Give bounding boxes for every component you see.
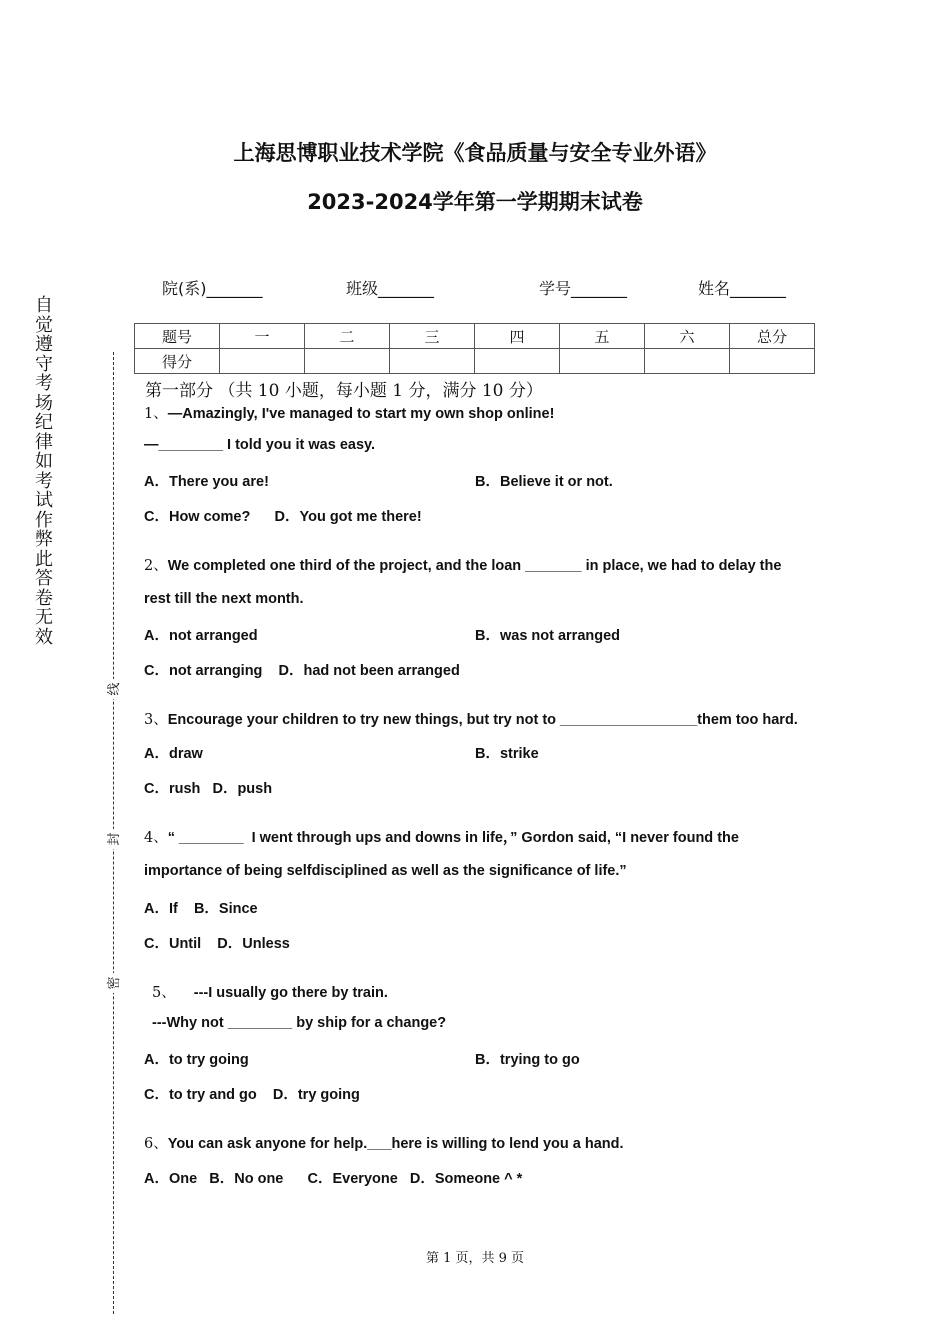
question-3-option-a: A．draw bbox=[144, 746, 203, 762]
table-cell bbox=[645, 349, 730, 374]
table-cell bbox=[305, 349, 390, 374]
question-number: 5、 bbox=[152, 985, 176, 1001]
exam-title-line2: 2023-2024学年第一学期期末试卷 bbox=[307, 190, 643, 214]
question-number: 2、 bbox=[144, 558, 168, 574]
table-cell: 总分 bbox=[730, 324, 815, 349]
margin-line-char: 线 bbox=[103, 679, 125, 699]
question-3-stem bbox=[144, 708, 798, 729]
department-field: 院(系)_______ bbox=[162, 279, 263, 298]
exam-title-line1: 上海思博职业技术学院《食品质量与安全专业外语》 bbox=[233, 141, 717, 165]
margin-seal-char: 封 bbox=[103, 829, 125, 849]
question-1-stem bbox=[144, 402, 554, 423]
table-cell: 四 bbox=[475, 324, 560, 349]
class-field: 班级_______ bbox=[346, 279, 435, 298]
question-4-option-ab: A．If B．Since bbox=[144, 901, 258, 917]
table-cell: 一 bbox=[220, 324, 305, 349]
question-1-option-cd: C．How come? D．You got me there! bbox=[144, 509, 422, 525]
question-5-option-cd: C．to try and go D．try going bbox=[144, 1087, 360, 1103]
question-2-stem2: rest till the next month. bbox=[144, 591, 304, 607]
question-3-option-cd: C．rush D．push bbox=[144, 781, 273, 797]
question-3-option-b: B．strike bbox=[475, 746, 539, 762]
question-5-option-a: A．to try going bbox=[144, 1052, 249, 1068]
question-text: We completed one third of the project, and the loan _______ in place, we had to delay the bbox=[167, 558, 782, 574]
question-5-stem2: ---Why not ________ by ship for a change? bbox=[152, 1015, 447, 1031]
question-6-stem bbox=[144, 1132, 624, 1153]
question-2-option-cd: C．not arranging D．had not been arranged bbox=[144, 663, 460, 679]
student-id-field: 学号_______ bbox=[539, 279, 628, 298]
margin-warning: 自觉遵守考场纪律如考试作弊此答卷无效 bbox=[35, 295, 53, 648]
table-cell bbox=[475, 349, 560, 374]
question-2-stem bbox=[144, 554, 781, 575]
table-cell: 得分 bbox=[135, 349, 220, 374]
score-table bbox=[134, 323, 815, 374]
question-1-option-b: B．Believe it or not. bbox=[475, 474, 613, 490]
question-text: You can ask anyone for help.___here is willing to lend you a hand. bbox=[167, 1136, 624, 1152]
question-text: ---I usually go there by train. bbox=[193, 985, 388, 1001]
question-5-option-b: B．trying to go bbox=[475, 1052, 580, 1068]
table-cell: 二 bbox=[305, 324, 390, 349]
question-1-option-a: A．There you are! bbox=[144, 474, 269, 490]
page-footer: 第 1 页，共 9 页 bbox=[425, 1251, 525, 1266]
question-number: 1、 bbox=[144, 406, 168, 422]
question-2-option-a: A．not arranged bbox=[144, 628, 258, 644]
table-cell: 六 bbox=[645, 324, 730, 349]
table-cell bbox=[390, 349, 475, 374]
score-table-header-row bbox=[135, 324, 815, 349]
question-4-option-cd: C．Until D．Unless bbox=[144, 936, 290, 952]
question-number: 6、 bbox=[144, 1136, 168, 1152]
question-text: “ ________ I went through ups and downs in life，” Gordon said, “I never found the bbox=[167, 830, 739, 846]
score-table-score-row bbox=[135, 349, 815, 374]
question-4-stem bbox=[144, 826, 739, 847]
question-5-stem bbox=[152, 981, 388, 1002]
question-text: Encourage your children to try new things, but try not to _________________them too hard. bbox=[167, 712, 798, 728]
name-field: 姓名_______ bbox=[698, 279, 787, 298]
table-cell: 三 bbox=[390, 324, 475, 349]
question-1-stem2: —________ I told you it was easy. bbox=[144, 437, 376, 453]
table-cell: 题号 bbox=[135, 324, 220, 349]
question-number: 3、 bbox=[144, 712, 168, 728]
table-cell: 五 bbox=[560, 324, 645, 349]
table-cell bbox=[220, 349, 305, 374]
question-4-stem2: importance of being selfdisciplined as well as the significance of life.” bbox=[144, 863, 627, 879]
question-6-options: A．One B．No one C．Everyone D．Someone ^ * bbox=[144, 1171, 523, 1187]
question-2-option-b: B．was not arranged bbox=[475, 628, 621, 644]
table-cell bbox=[730, 349, 815, 374]
question-text: —Amazingly, I've managed to start my own shop online! bbox=[167, 406, 555, 422]
margin-secret-char: 密 bbox=[103, 973, 125, 993]
table-cell bbox=[560, 349, 645, 374]
section-heading: 第一部分 （共 10 小题，每小题 1 分，满分 10 分） bbox=[145, 381, 543, 401]
question-number: 4、 bbox=[144, 830, 168, 846]
